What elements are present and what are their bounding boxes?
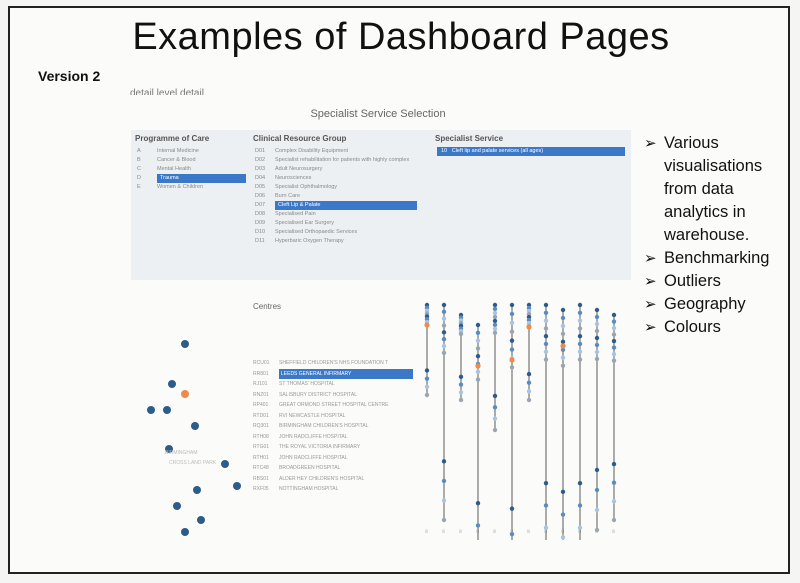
centre-item[interactable]: [253, 453, 413, 464]
chart-data-point[interactable]: [544, 311, 548, 315]
crg-item[interactable]: [249, 201, 417, 210]
version-label: Version 2: [38, 68, 101, 84]
chart-tick-label: |||: [544, 528, 548, 533]
programme-of-care-list: [131, 147, 246, 192]
chart-data-point[interactable]: [561, 512, 565, 516]
crg-item-code: D07: [255, 202, 266, 208]
chart-tick-label: |||: [527, 528, 531, 533]
chart-data-point[interactable]: [578, 326, 582, 330]
chart-data-point[interactable]: [612, 352, 616, 356]
chart-data-point[interactable]: [561, 316, 565, 320]
clinical-resource-group-column: [249, 130, 417, 280]
chart-data-point[interactable]: [476, 331, 480, 335]
chart-data-point[interactable]: [544, 350, 548, 354]
chart-data-point[interactable]: [476, 377, 480, 381]
centre-item-code: RR801: [253, 370, 269, 377]
chart-data-point[interactable]: [493, 311, 497, 315]
programme-item-label: Cancer & Blood: [157, 157, 196, 163]
crg-item-code: D11: [255, 238, 265, 244]
crg-item-code: D05: [255, 184, 266, 190]
centre-item-code: RTD01: [253, 412, 269, 419]
chart-data-point[interactable]: [442, 344, 446, 348]
geography-map: [133, 310, 248, 535]
chart-data-point[interactable]: [459, 382, 463, 386]
arrow-bullet-icon: ➢: [644, 250, 657, 267]
crg-item-code: D10: [255, 229, 266, 235]
chart-outlier-point[interactable]: [526, 324, 531, 329]
chart-data-point[interactable]: [612, 462, 616, 466]
map-centre-dot[interactable]: [193, 486, 201, 494]
map-place-label: CROSS LAND PARK: [169, 460, 217, 466]
map-centre-dot[interactable]: [181, 340, 189, 348]
benchmark-chart: [413, 300, 633, 540]
centre-item-label: SHEFFIELD CHILDREN'S NHS FOUNDATION T: [279, 360, 389, 366]
chart-data-point[interactable]: [493, 323, 497, 327]
chart-data-point[interactable]: [595, 468, 599, 472]
chart-data-point[interactable]: [493, 315, 497, 319]
chart-data-point[interactable]: [595, 357, 599, 361]
chart-data-point[interactable]: [595, 350, 599, 354]
chart-data-point[interactable]: [578, 350, 582, 354]
chart-data-point[interactable]: [442, 498, 446, 502]
chart-data-point[interactable]: [493, 319, 497, 323]
chart-data-point[interactable]: [442, 303, 446, 307]
crg-item[interactable]: [249, 183, 417, 192]
crg-item[interactable]: [249, 156, 417, 165]
centre-item-label: NOTTINGHAM HOSPITAL: [279, 486, 339, 492]
chart-data-point[interactable]: [612, 319, 616, 323]
centre-item-label: JOHN RADCLIFFE HOSPITAL: [279, 433, 348, 440]
chart-outlier-point[interactable]: [424, 322, 429, 327]
dashboard-heading: Specialist Service Selection: [310, 108, 446, 120]
centre-item[interactable]: [253, 400, 413, 411]
chart-data-point[interactable]: [612, 499, 616, 503]
crg-item-label: Cleft Lip & Palate: [275, 201, 417, 210]
arrow-bullet-icon: ➢: [644, 135, 657, 152]
chart-data-point[interactable]: [510, 330, 514, 334]
centre-item-code: RBS01: [253, 475, 269, 482]
chart-data-point[interactable]: [578, 334, 582, 338]
chart-data-point[interactable]: [527, 381, 531, 385]
chart-data-point[interactable]: [578, 303, 582, 307]
chart-data-point[interactable]: [561, 363, 565, 367]
map-centre-dot[interactable]: [147, 406, 155, 414]
centre-item-label: JOHN RADCLIFFE HOSPITAL: [279, 454, 348, 461]
chart-data-point[interactable]: [595, 488, 599, 492]
chart-tick-label: |||: [561, 528, 565, 533]
centre-item-code: RTC48: [253, 465, 269, 471]
chart-data-point[interactable]: [425, 368, 429, 372]
crg-item-label: Specialised Pain: [275, 211, 316, 217]
bullet-item: [644, 293, 794, 316]
chart-data-point[interactable]: [527, 372, 531, 376]
chart-data-point[interactable]: [459, 390, 463, 394]
programme-item-code: E: [137, 184, 141, 190]
chart-data-point[interactable]: [544, 342, 548, 346]
chart-data-point[interactable]: [578, 311, 582, 315]
chart-data-point[interactable]: [493, 405, 497, 409]
chart-outlier-point[interactable]: [560, 343, 565, 348]
centre-item[interactable]: [253, 474, 413, 485]
chart-data-point[interactable]: [595, 336, 599, 340]
map-centre-dot-selected[interactable]: [181, 390, 189, 398]
chart-tick-label: |||: [476, 528, 480, 533]
chart-data-point[interactable]: [493, 327, 497, 331]
chart-data-point[interactable]: [510, 338, 514, 342]
programme-item[interactable]: [131, 174, 246, 183]
centre-item-code: RP401: [253, 402, 269, 408]
chart-data-point[interactable]: [578, 481, 582, 485]
chart-outlier-point[interactable]: [509, 357, 514, 362]
centre-item[interactable]: [253, 411, 413, 422]
chart-tick-label: |||: [510, 528, 514, 533]
chart-data-point[interactable]: [527, 389, 531, 393]
chart-data-point[interactable]: [476, 346, 480, 350]
slide-frame: [8, 6, 790, 574]
centre-item-code: RJ101: [253, 381, 268, 387]
chart-data-point[interactable]: [510, 347, 514, 351]
map-centre-dot[interactable]: [191, 422, 199, 430]
chart-data-point[interactable]: [544, 326, 548, 330]
chart-tick-label: |||: [578, 528, 582, 533]
chart-data-point[interactable]: [595, 508, 599, 512]
programme-item-code: C: [137, 166, 141, 172]
centre-item[interactable]: [253, 463, 413, 474]
chart-data-point[interactable]: [476, 370, 480, 374]
bullet-text: Outliers: [664, 272, 721, 290]
chart-data-point[interactable]: [612, 481, 616, 485]
clinical-resource-group-title: Clinical Resource Group: [253, 134, 347, 143]
programme-item-label: Mental Health: [157, 166, 191, 172]
chart-data-point[interactable]: [561, 535, 565, 539]
specialist-service-code: 10: [441, 148, 448, 154]
chart-data-point[interactable]: [425, 393, 429, 397]
programme-item-label: Trauma: [157, 174, 246, 183]
crg-item-label: Burn Care: [275, 193, 301, 199]
centres-list: [253, 358, 413, 495]
chart-data-point[interactable]: [459, 332, 463, 336]
chart-data-point[interactable]: [561, 324, 565, 328]
chart-data-point[interactable]: [544, 318, 548, 322]
chart-data-point[interactable]: [578, 503, 582, 507]
chart-data-point[interactable]: [510, 303, 514, 307]
arrow-bullet-icon: ➢: [644, 273, 657, 290]
chart-tick-label: |||: [493, 528, 497, 533]
centre-item-label: ST THOMAS' HOSPITAL: [279, 381, 335, 387]
crg-item[interactable]: [249, 174, 417, 183]
bullet-text: Colours: [664, 318, 721, 336]
chart-data-point[interactable]: [442, 518, 446, 522]
crg-item[interactable]: [249, 210, 417, 219]
centre-item-label: SALISBURY DISTRICT HOSPITAL: [279, 391, 357, 398]
chart-data-point[interactable]: [493, 428, 497, 432]
bullet-item: [644, 316, 794, 339]
map-centre-dot[interactable]: [181, 528, 189, 536]
centre-item[interactable]: [253, 358, 413, 369]
chart-data-point[interactable]: [442, 330, 446, 334]
chart-data-point[interactable]: [510, 321, 514, 325]
chart-data-point[interactable]: [527, 398, 531, 402]
programme-of-care-column: [131, 130, 246, 280]
map-centre-dot[interactable]: [163, 406, 171, 414]
chart-data-point[interactable]: [595, 315, 599, 319]
crg-item[interactable]: [249, 228, 417, 237]
bullet-text: Various visualisations from data analytics in warehouse.: [664, 134, 763, 244]
chart-data-point[interactable]: [578, 342, 582, 346]
centre-item-label: ALDER HEY CHILDREN'S HOSPITAL: [279, 475, 365, 482]
map-centre-dot[interactable]: [197, 516, 205, 524]
arrow-bullet-icon: ➢: [644, 296, 657, 313]
chart-data-point[interactable]: [612, 339, 616, 343]
crg-item-label: Neurosciences: [275, 175, 312, 181]
centre-item-label: THE ROYAL VICTORIA INFIRMARY: [279, 444, 361, 450]
centre-item[interactable]: [253, 369, 413, 380]
crg-item-label: Specialised Ear Surgery: [275, 220, 335, 226]
crg-item-label: Specialist Ophthalmology: [275, 184, 338, 190]
chart-data-point[interactable]: [476, 523, 480, 527]
chart-data-point[interactable]: [459, 375, 463, 379]
chart-tick-label: |||: [442, 528, 446, 533]
specialist-service-label: Cleft lip and palate services (all ages): [451, 148, 544, 154]
programme-item[interactable]: [131, 147, 246, 156]
chart-data-point[interactable]: [476, 338, 480, 342]
centre-item-code: RXF05: [253, 486, 269, 492]
crg-item[interactable]: [249, 192, 417, 201]
programme-item-label: Women & Children: [157, 184, 204, 190]
centre-item-label: LEEDS GENERAL INFIRMARY: [279, 369, 413, 380]
map-place-label: BIRMINGHAM: [165, 450, 198, 456]
chart-data-point[interactable]: [561, 356, 565, 360]
crg-item[interactable]: [249, 165, 417, 174]
centre-item-label: GREAT ORMOND STREET HOSPITAL CENTRE: [279, 402, 389, 408]
chart-outlier-point[interactable]: [475, 363, 480, 368]
chart-data-point[interactable]: [493, 303, 497, 307]
map-centre-dot[interactable]: [221, 460, 229, 468]
bullet-list: [644, 132, 794, 339]
chart-data-point[interactable]: [544, 481, 548, 485]
map-centre-dot[interactable]: [173, 502, 181, 510]
chart-data-point[interactable]: [476, 354, 480, 358]
centre-item-label: BIRMINGHAM CHILDREN'S HOSPITAL: [279, 423, 369, 429]
programme-item[interactable]: [131, 156, 246, 165]
chart-data-point[interactable]: [544, 334, 548, 338]
chart-data-point[interactable]: [544, 303, 548, 307]
chart-data-point[interactable]: [561, 308, 565, 312]
chart-tick-label: |||: [459, 528, 463, 533]
centre-item-code: RTG01: [253, 444, 270, 450]
chart-data-point[interactable]: [612, 358, 616, 362]
centre-item-label: RVI NEWCASTLE HOSPITAL: [279, 412, 346, 419]
crg-item-code: D01: [255, 148, 266, 154]
centre-item[interactable]: [253, 442, 413, 453]
chart-data-point[interactable]: [442, 459, 446, 463]
chart-data-point[interactable]: [561, 340, 565, 344]
chart-data-point[interactable]: [442, 310, 446, 314]
crg-item[interactable]: [249, 237, 417, 246]
crg-item-code: D03: [255, 166, 266, 172]
chart-data-point[interactable]: [595, 308, 599, 312]
programme-item[interactable]: [131, 183, 246, 192]
centres-title: Centres: [253, 302, 282, 311]
centre-item[interactable]: [253, 379, 413, 390]
crg-item-label: Complex Disability Equipment: [275, 148, 349, 154]
crg-item[interactable]: [249, 147, 417, 156]
programme-item-label: Internal Medicine: [157, 148, 199, 154]
crg-item-label: Adult Neurosurgery: [275, 166, 323, 172]
crg-item-label: Specialist rehabilitation for patients with highly complex: [275, 157, 410, 163]
crg-item[interactable]: [249, 219, 417, 228]
specialist-service-column: [431, 130, 631, 280]
chart-data-point[interactable]: [612, 518, 616, 522]
centre-item-code: RNZ01: [253, 391, 269, 398]
chart-data-point[interactable]: [510, 365, 514, 369]
chart-tick-label: |||: [595, 528, 599, 533]
centre-item[interactable]: [253, 432, 413, 443]
dashboard-screenshot: [123, 100, 633, 540]
centre-item[interactable]: [253, 390, 413, 401]
chart-data-point[interactable]: [595, 343, 599, 347]
cut-off-text: detail level detail.: [130, 88, 207, 95]
chart-data-point[interactable]: [561, 332, 565, 336]
chart-tick-label: |||: [425, 528, 429, 533]
chart-data-point[interactable]: [578, 318, 582, 322]
crg-item-code: D09: [255, 220, 266, 226]
chart-data-point[interactable]: [493, 394, 497, 398]
crg-item-code: D08: [255, 211, 266, 217]
chart-data-point[interactable]: [612, 313, 616, 317]
programme-item-code: A: [137, 148, 141, 154]
programme-item[interactable]: [131, 165, 246, 174]
specialist-service-title: Specialist Service: [435, 134, 504, 143]
chart-data-point[interactable]: [476, 501, 480, 505]
crg-item-label: Hyperbaric Oxygen Therapy: [275, 238, 344, 244]
bullet-item: [644, 247, 794, 270]
centre-item-code: RTH01: [253, 454, 269, 461]
chart-data-point[interactable]: [544, 357, 548, 361]
chart-data-point[interactable]: [459, 398, 463, 402]
arrow-bullet-icon: ➢: [644, 319, 657, 336]
slide-title: Examples of Dashboard Pages: [132, 16, 670, 58]
chart-data-point[interactable]: [442, 323, 446, 327]
chart-data-point[interactable]: [493, 416, 497, 420]
crg-item-code: D06: [255, 193, 266, 199]
crg-item-code: D02: [255, 157, 266, 163]
chart-data-point[interactable]: [425, 385, 429, 389]
chart-data-point[interactable]: [510, 506, 514, 510]
chart-data-point[interactable]: [578, 357, 582, 361]
chart-data-point[interactable]: [442, 337, 446, 341]
specialist-service-selected[interactable]: [437, 147, 625, 156]
chart-data-point[interactable]: [425, 376, 429, 380]
map-centre-dot[interactable]: [168, 380, 176, 388]
chart-data-point[interactable]: [612, 332, 616, 336]
chart-data-point[interactable]: [493, 307, 497, 311]
centre-item[interactable]: [253, 484, 413, 495]
centre-item-label: BROADGREEN HOSPITAL: [279, 465, 341, 471]
bullet-item: [644, 270, 794, 293]
benchmark-chart-svg: [413, 300, 633, 540]
map-centre-dot[interactable]: [233, 482, 241, 490]
chart-data-point[interactable]: [493, 331, 497, 335]
chart-data-point[interactable]: [612, 326, 616, 330]
chart-data-point[interactable]: [595, 322, 599, 326]
clinical-resource-group-list: [249, 147, 417, 246]
chart-data-point[interactable]: [561, 490, 565, 494]
centre-item-code: RCU01: [253, 360, 270, 366]
chart-data-point[interactable]: [612, 345, 616, 349]
chart-data-point[interactable]: [544, 503, 548, 507]
chart-data-point[interactable]: [442, 316, 446, 320]
bullet-text: Geography: [664, 295, 746, 313]
chart-data-point[interactable]: [476, 323, 480, 327]
chart-data-point[interactable]: [510, 312, 514, 316]
service-selection-panel: [131, 130, 631, 280]
programme-item-code: D: [137, 175, 141, 181]
programme-item-code: B: [137, 157, 141, 163]
chart-data-point[interactable]: [442, 479, 446, 483]
crg-item-label: Specialised Orthopaedic Services: [275, 229, 358, 235]
bullet-item: [644, 132, 794, 247]
bullet-text: Benchmarking: [664, 249, 770, 267]
chart-data-point[interactable]: [442, 351, 446, 355]
centre-item-code: RQ301: [253, 423, 269, 429]
chart-data-point[interactable]: [595, 329, 599, 333]
crg-item-code: D04: [255, 175, 266, 181]
centre-item-code: RTH08: [253, 433, 269, 440]
chart-tick-label: |||: [612, 528, 616, 533]
centre-item[interactable]: [253, 421, 413, 432]
programme-of-care-title: Programme of Care: [135, 134, 210, 143]
